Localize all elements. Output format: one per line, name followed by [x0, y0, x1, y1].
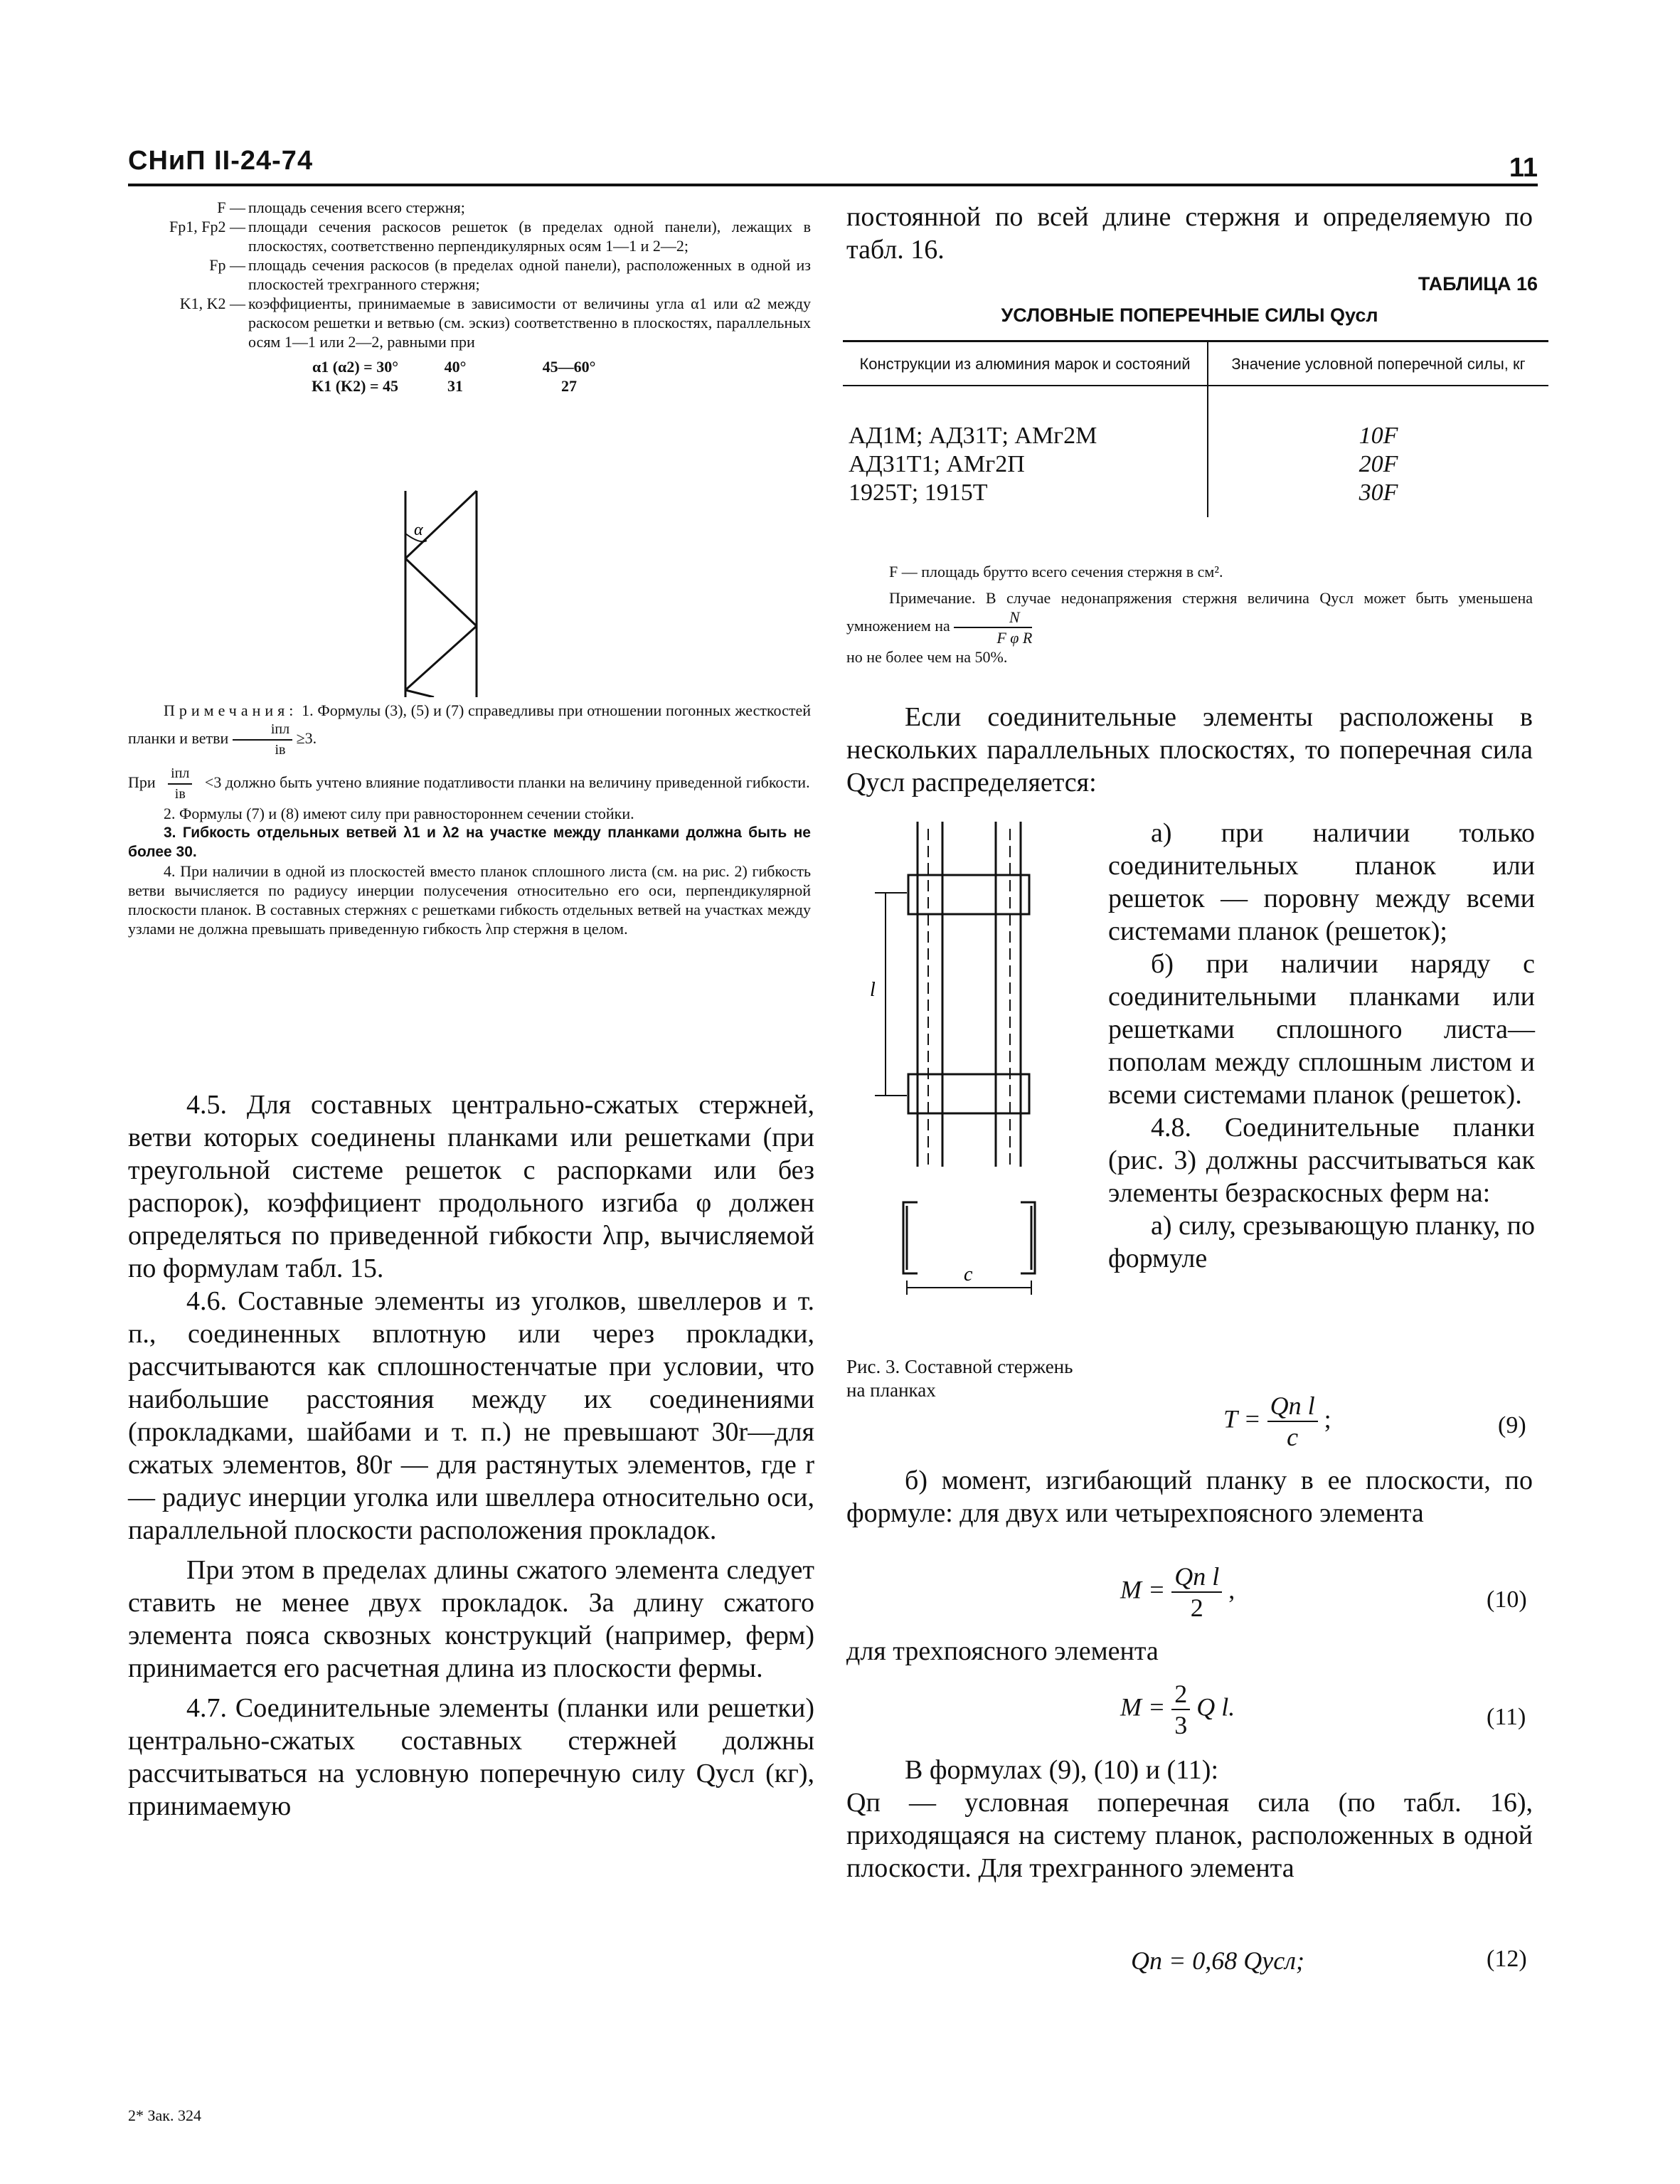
- left-column: [128, 198, 811, 396]
- k-row: K1 (K2) = 45 31 27: [312, 377, 577, 395]
- item-b: б) при наличии наряду с соединительными планками или решетками сплошного листа—пополам между сплошным листом и всеми системами планок (решеток).: [1108, 949, 1535, 1110]
- paragraph-4-5: 4.5. Для составных центрально-сжатых стержней, ветви которых соединены планками или решетками (при треугольной системе решеток с распорками или без распорок), коэффициент продольного изгиба φ должен определяться по приведенной гибкости λпр, вычисляемой по формулам табл. 15.: [128, 1090, 814, 1283]
- table-16: [843, 340, 1548, 517]
- reduction-fraction: $\frac{N}{\text{F φ R}}$: [954, 608, 1032, 647]
- right-continuation: постоянной по всей длине стержня и определяемую по табл. 16.: [846, 202, 1533, 265]
- figure-width-label: c: [964, 1263, 973, 1286]
- definition-item: F — площадь сечения всего стержня;: [217, 198, 465, 216]
- formula-10: M = $\frac{\text{Qп l}}{2}$ ,: [1120, 1562, 1235, 1622]
- table-row: АД31Т1; АМг2П 20F: [843, 450, 1548, 479]
- footer-order: 2* Зак. 324: [128, 2106, 201, 2124]
- paragraph-if: Если соединительные элементы расположены в нескольких параллельных плоскостях, то поперечная сила Qусл распределяется:: [846, 702, 1533, 797]
- paragraph-4-7: 4.7. Соединительные элементы (планки или решетки) центрально-сжатых составных стержней должны рассчитываться на условную поперечную силу Qусл (кг), принимаемую: [128, 1693, 814, 1821]
- right-narrow-text: [1108, 817, 1535, 1275]
- note-3: 3. Гибкость отдельных ветвей λ1 и λ2 на участке между планками должна быть не более 30.: [128, 825, 811, 860]
- equation-number-11: (11): [1487, 1704, 1526, 1730]
- notes-block: Примечания: 1. Формулы (3), (5) и (7) справедливы при отношении погонных жесткостей планки и ветви $\frac{\text{iпл}}{iв}$ ≥3. При $\frac{\text{iпл}}{iв}$ <3 должно быть учтено влияние податливости планки на величину приведенной гибкости. 2. Формулы (7) и (8) имеют силу при равностороннем сечении стойки. 3. Гибкость отдельных ветвей λ1 и λ2 на участке между планками должна быть не более 30. 4. При наличии в одной из плоскостей вместо планок сплошного листа (см. на рис. 2) гибкость ветви вычисляется по радиусу инерции полусечения относительно его оси, перпендикулярной плоскости планок. В составных стержнях с решетками гибкость отдельных ветвей на участках между узлами не должна превышать приведенную гибкость λпр стержня в целом.: [128, 701, 811, 938]
- formula-9: T = $\frac{\text{Qп l}}{c}$ ;: [1223, 1391, 1331, 1451]
- formula-explanation: В формулах (9), (10) и (11): Qп — условная поперечная сила (по табл. 16), приходящаяся на систему планок, расположенных в одной плоскости. Для трехгранного элемента: [846, 1755, 1533, 1883]
- table-title: УСЛОВНЫЕ ПОПЕРЕЧНЫЕ СИЛЫ Qусл: [1001, 304, 1378, 326]
- definition-item: Fр1, Fр2 — площади сечения раскосов решеток (в пределах одной панели), лежащих в плоскостях, соответственно перпендикулярных осям 1—1 и 2—2;: [169, 218, 811, 255]
- alpha-row: α1 (α2) = 30° 40° 45—60°: [312, 358, 596, 376]
- table-row: 1925Т; 1915Т 30F: [843, 479, 1548, 517]
- paragraph-4-6: 4.6. Составные элементы из уголков, швеллеров и т. п., соединенных вплотную или через прокладки, рассчитываются как сплошностенчатые при условии, что наибольшие расстояния между их соединениями (прокладками, шайбами и т. п.) не превышают 30r—для сжатых элементов, 80r — для растянутых элементов, где r — радиус инерции уголка или швеллера относительно оси, параллельной плоскости расположения прокладок.: [128, 1286, 814, 1545]
- item-4-8-a: а) силу, срезывающую планку, по формуле: [1108, 1211, 1535, 1273]
- definition-item: Fр — площадь сечения раскосов (в пределах одной панели), расположенных в одной из плоскостей трехгранного стержня;: [209, 256, 811, 293]
- paragraph-4-8: 4.8. Соединительные планки (рис. 3) должны рассчитываться как элементы безраскосных ферм на:: [1108, 1113, 1535, 1208]
- figure-3-drawing: [864, 818, 1078, 1316]
- header-rule: [128, 184, 1538, 186]
- item-a: а) при наличии только соединительных планок или решеток — поровну между всеми системами планок (решеток);: [1108, 818, 1535, 946]
- lattice-sketch: [377, 484, 533, 697]
- note-2: 2. Формулы (7) и (8) имеют силу при равностороннем сечении стойки.: [164, 805, 634, 822]
- table-label: ТАБЛИЦА 16: [1418, 273, 1538, 295]
- definition-item: K1, K2 — коэффициенты, принимаемые в зависимости от величины угла α1 или α2 между раскосом решетки и ветвью (см. эскиз) соответственно в плоскостях, параллельных осям 1—1 или 2—2, равными при: [179, 295, 811, 351]
- stiffness-fraction: $\frac{\text{iпл}}{iв}$: [233, 720, 292, 760]
- definitions-list: [128, 198, 811, 396]
- equation-number-12: (12): [1487, 1946, 1527, 1972]
- notes-title: Примечания:: [164, 701, 298, 719]
- angle-label: α: [414, 521, 423, 539]
- note-1: 1. Формулы (3), (5) и (7) справедливы при отношении погонных жесткостей планки и ветви: [128, 701, 811, 748]
- figure-length-label: l: [870, 979, 876, 1001]
- paragraph-4-8-b: б) момент, изгибающий планку в ее плоскости, по формуле: для двух или четырехпоясного элемента: [846, 1465, 1533, 1528]
- table-row: АД1М; АД31Т; АМг2М 10F: [843, 422, 1548, 450]
- table-notes: F — площадь брутто всего сечения стержня в см². Примечание. В случае недонапряжения стержня величина Qусл может быть уменьшена умножением на $\frac{N}{\text{F φ R}}$ но не более чем на 50%.: [846, 563, 1533, 666]
- figure-3-caption: Рис. 3. Составной стержень на планках: [846, 1356, 1073, 1401]
- paragraph-4-6-cont: При этом в пределах длины сжатого элемента следует ставить не менее двух прокладок. За длину сжатого элемента пояса сквозных конструкций (например, ферм) принимается его расчетная длина из плоскости фермы.: [128, 1555, 814, 1683]
- stiffness-fraction-2: $\frac{\text{iпл}}{iв}$: [168, 764, 192, 804]
- formula-11: M = $\frac{2}{3}$ Q l.: [1120, 1680, 1235, 1739]
- equation-number-10: (10): [1487, 1586, 1527, 1613]
- equation-number-9: (9): [1498, 1412, 1526, 1438]
- left-main-text: [128, 1088, 814, 1823]
- table-header-row: Конструкции из алюминия марок и состояний Значение условной поперечной силы, кг: [843, 341, 1548, 386]
- page-number: 11: [1509, 153, 1538, 183]
- formula-12: Qп = 0,68 Qусл;: [1131, 1946, 1304, 1975]
- document-code: СНиП II-24-74: [128, 146, 314, 176]
- three-chord-label: для трехпоясного элемента: [846, 1636, 1159, 1666]
- note-4: 4. При наличии в одной из плоскостей вместо планок сплошного листа (см. на рис. 2) гибкость ветви вычисляется по радиусу инерции полусечения относительно его оси, перпендикулярной плоскости планок. В составных стержнях с решетками гибкость отдельных ветвей на участках между узлами не должна превышать приведенную гибкость λпр стержня в целом.: [128, 862, 811, 938]
